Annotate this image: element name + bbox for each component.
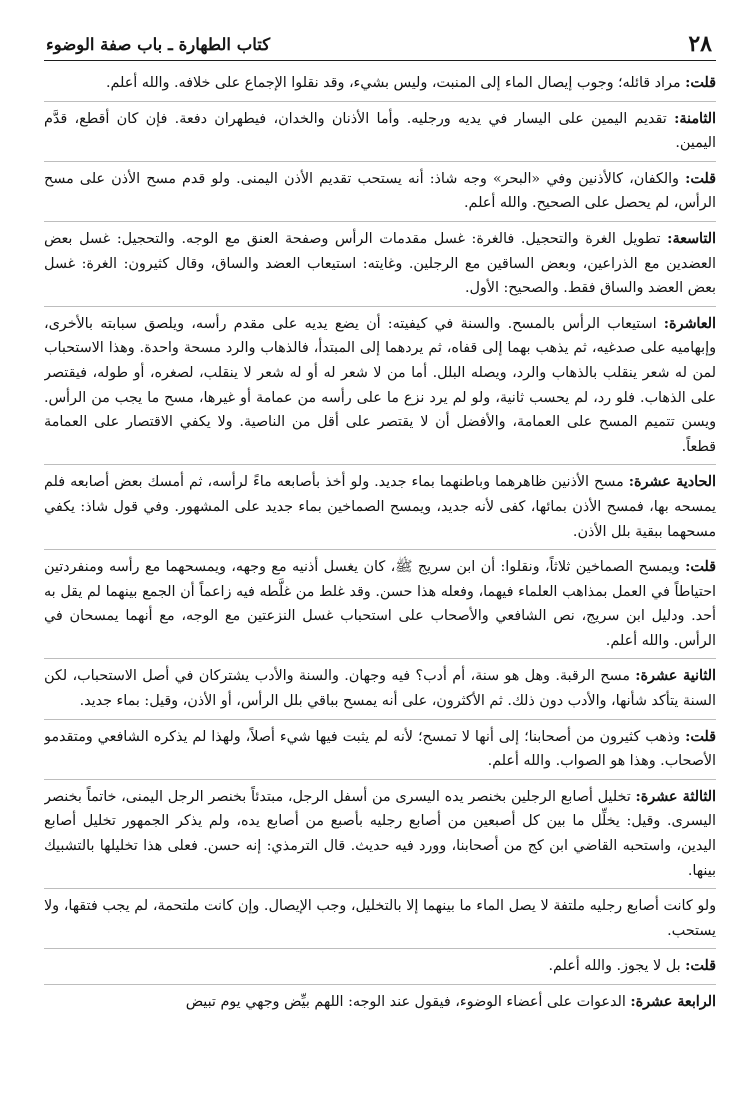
paragraph-eleventh xyxy=(44,470,716,544)
paragraph-continuation xyxy=(44,894,716,943)
paragraph-text: الدعوات على أعضاء الوضوء، فيقول عند الوجه: اللهم بيِّض وجهي يوم تبيض xyxy=(185,994,631,1010)
paragraph-text: مسح الرقبة. وهل هو سنة، أم أدب؟ فيه وجهان. والسنة والأدب يشتركان في أصل الاستحباب، لكن السنة يتأكد شأنها، والأدب دون ذلك. ثم الأكثرون، على أنه يمسح بباقي بلل الرأس، أو الأذن، وقيل: بماء جديد. xyxy=(44,668,716,710)
section-divider xyxy=(44,464,716,465)
running-title: كتاب الطهارة ـ باب صفة الوضوء xyxy=(46,34,271,54)
paragraph-text: تقديم اليمين على اليسار في يديه ورجليه. وأما الأذنان والخدان، فيطهران دفعة. فإن كان أقطع، قدَّم اليمين. xyxy=(44,110,716,152)
paragraph-thirteenth xyxy=(44,785,716,883)
section-divider xyxy=(44,984,716,985)
paragraph-note xyxy=(44,725,716,774)
paragraph-text: استيعاب الرأس بالمسح. والسنة في كيفيته: أن يضع يديه على مقدم رأسه، ويلصق سبابته بالأخرى، وإبهاميه على صدغيه، ثم يذهب بهما إلى قفاه، ثم يردهما إلى المبتدأ، فالذهاب والرد مسحة واحدة. وهذا الاستحباب لمن له شعر ينقلب بالذهاب والرد، ويصله البلل. أما من لا شعر له أو له شعر لا ينقلب، لصغره، أو طوله، فيقتصر على الذهاب. فلو رد، لم يحسب ثانية، ولو لم يرد نزع ما على رأسه من عمامة أو غيرها، مسح ما يجب من الرأس. ويسن تتميم المسح على العمامة، والأفضل أن لا يقتصر على أقل من الناصية. ولا يكفي الاقتصار على العمامة قطعاً. xyxy=(44,315,716,455)
paragraph-label: العاشرة: xyxy=(663,315,716,332)
page-number: ٢٨ xyxy=(688,31,712,57)
paragraph-label: قلت: xyxy=(685,170,716,187)
paragraph-label: قلت: xyxy=(685,728,716,745)
paragraph-text: بل لا يجوز. والله أعلم. xyxy=(548,958,686,975)
section-divider xyxy=(44,888,716,889)
paragraph-label: التاسعة: xyxy=(667,230,716,247)
paragraph-label: الثالثة عشرة: xyxy=(635,788,716,805)
page-body xyxy=(44,71,716,1015)
paragraph-label: الثامنة: xyxy=(674,110,716,127)
paragraph-label: الرابعة عشرة: xyxy=(630,994,716,1010)
section-divider xyxy=(44,779,716,780)
paragraph-tenth xyxy=(44,312,716,460)
paragraph-text: تخليل أصابع الرجلين بخنصر يده اليسرى من أسفل الرجل، مبتدئاً بخنصر الرجل اليمنى، خاتماً بخنصر اليسرى. وقيل: يخلِّل ما بين كل أصبعين من أصابع رجليه بأصبع من أصابع يده، ولم يذكر الجمهور تخليل أصابع اليدين، واستحبه القاضي ابن كج من أصحابنا، وورد فيه حديث. قال الترمذي: إنه حسن. فعلى هذا تخليلها بالتشبيك بينها. xyxy=(44,788,716,879)
paragraph-text: مسح الأذنين ظاهرهما وباطنهما بماء جديد. ولو أخذ بأصابعه ماءً لرأسه، ثم أمسك بعض أصابعه فلم يمسحه بها، فمسح الأذن بمائها، كفى لأنه جديد، ويمسح الصماخين بماء جديد على المشهور. وفي قول شاذ: يكفي مسحهما ببقية بلل الأذن. xyxy=(44,474,716,540)
paragraph-text: تطويل الغرة والتحجيل. فالغرة: غسل مقدمات الرأس وصفحة العنق مع الوجه. والتحجيل: غسل بعض العضدين مع الذراعين، وبعض الساقين مع الرجلين. وغايته: استيعاب العضد والساق، وقال كثيرون: الغرة: غسل بعض العضد والساق فقط. والصحيح: الأول. xyxy=(44,230,716,297)
paragraph-fourteenth xyxy=(44,990,716,1015)
paragraph-label: قلت: xyxy=(685,559,716,576)
paragraph-note xyxy=(44,954,716,979)
paragraph-label: قلت: xyxy=(685,958,716,975)
paragraph-note xyxy=(44,71,716,96)
paragraph-note xyxy=(44,167,716,216)
paragraph-text: وذهب كثيرون من أصحابنا؛ إلى أنها لا تمسح؛ لأنه لم يثبت فيها شيء أصلاً، ولهذا لم يذكره الشافعي ومتقدمو الأصحاب. وهذا هو الصواب. والله أعلم. xyxy=(44,728,716,770)
paragraph-eighth xyxy=(44,107,716,156)
paragraph-label: قلت: xyxy=(685,75,716,91)
section-divider xyxy=(44,658,716,659)
page-header xyxy=(44,28,716,61)
paragraph-text: ويمسح الصماخين ثلاثاً، ونقلوا: أن ابن سريج ﷺ، كان يغسل أذنيه مع وجهه، ويمسحهما مع رأسه ومنفردتين احتياطاً في العمل بمذاهب العلماء فيهما، وفعله هذا حسن. وقد غلط من غلَّطه فيه زاعماً أن الجمع بينهما لم يقل به أحد. ودليل ابن سريج، نص الشافعي والأصحاب على استحباب غسل النزعتين مع الوجه، مع أنهما يمسحان في الرأس. والله أعلم. xyxy=(44,559,716,649)
section-divider xyxy=(44,549,716,550)
paragraph-text: والكفان، كالأذنين وفي «البحر» وجه شاذ: أنه يستحب تقديم الأذن اليمنى. ولو قدم مسح الأذن على مسح الرأس، لم يحصل على الصحيح. والله أعلم. xyxy=(44,170,716,212)
paragraph-twelfth xyxy=(44,664,716,713)
section-divider xyxy=(44,221,716,222)
paragraph-text: مراد قائله؛ وجوب إيصال الماء إلى المنبت، وليس بشيء، وقد نقلوا الإجماع على خلافه. والله أعلم. xyxy=(105,75,686,91)
document-page xyxy=(44,28,716,1094)
paragraph-label: الثانية عشرة: xyxy=(635,668,716,685)
section-divider xyxy=(44,719,716,720)
paragraph-ninth xyxy=(44,227,716,301)
section-divider xyxy=(44,161,716,162)
section-divider xyxy=(44,101,716,102)
paragraph-label: الحادية عشرة: xyxy=(628,474,716,491)
section-divider xyxy=(44,948,716,949)
paragraph-text: ولو كانت أصابع رجليه ملتفة لا يصل الماء ما بينهما إلا بالتخليل، وجب الإيصال. وإن كانت ملتحمة، لم يجب فتقها، ولا يستحب. xyxy=(44,898,716,939)
section-divider xyxy=(44,306,716,307)
paragraph-note xyxy=(44,555,716,653)
